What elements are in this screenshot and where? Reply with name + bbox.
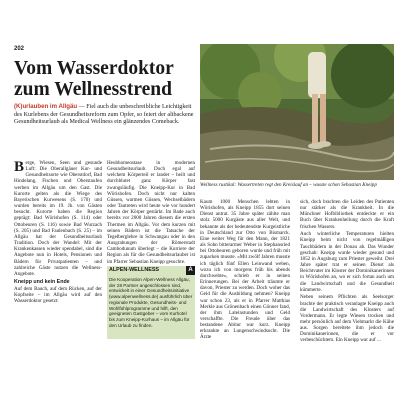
dropcap: B <box>14 159 25 175</box>
col4-paragraph-3: Neben seinem Pflichten als Seelsorger brachte der praktisch veranlagte Kneipp auch die Landwirtschaft des Klosters auf Vordermann. Er legte Wiesen trocken und mehr persönlich auf dem Viehmarkt die Kühe aus. Sorgen bereitete ihm jedoch die Dominikanerinnen, die er vor verbeschüchtem. Ein Kneipp war auf ... <box>300 294 394 344</box>
col4-paragraph-1: sich, doch brachten die Leiden des Patienten nur stärker als die Krankheit. In die Münchner Hofbibliothek entdeckte er ein Buch über Krankenheilung durch die Kraft frischen Wassers. <box>300 199 394 230</box>
col1-text: erge, Wiesen, Seen und gesunde Luft: Die Oberallgäuer Kur- und Gesundheitsorte wie Oberstdorf, Bad Hindelang, Fischen und Oberstaufen werben im Allgäu um den Gast. Die Kurorte gelten als die Wiege des Bayerischen Kurwesens (S. 170) und wurden bereits im 19. Jh. von Gästen besucht. Kurorte haben die Region geprägt: Bad Wörishofen (S. 114) oder Ottobeuren (S. 116) sowie Bad Wurzach (S. 205) und Bad Faulenbach (S. 25) – im Allgäu hat der Gesundheitsurlaub Tradition. Doch der Wandel: Mit der Krankenkassen wieder spendabel, sind die Angebote nun in Hotels, Pensionen und Bädern für Privatpatienten – und zahlreiche Gäste nutzen die Wellness-Angebote. <box>14 160 102 277</box>
lead-text: — Fiel auch die unbeschreibliche Leichtigkeit des Kurlebens der Gesundheitsreform zum Opfer, so feiert der altbackene Gesundheitsurlaub als Medical Wellness ein glänzendes Comeback. <box>14 104 194 126</box>
stream-photo-illustration <box>200 44 394 180</box>
col2-paragraph: Heubhomeostase in modernen Gesundheitsurlaub. Doch egal auf welchem Körperteil er landet – heilt und durchblutet ganz Körper fast zwangsläufig. Die Kneipp-Kur in Bad Wörishofen. Doch nicht nur kalten Güssen, warmen Güssen, Wechselbädern oder Tautreten wird heute wie vor hundert Jahren der Körper gestärkt. Im Bade auch bereits vor 2000 Jahren diesem die ersten Thermen im Allgäu. Vor dem kurzen mit seinen Bädern ist die Tatsache der Tegelberglehre in Schwangau oder in den Ausgrabungen der Römerstadt Cambodunum überlegt – die Kurriere der Region als für die Gesundheitsurlauber ist im Pfarrer Sebastian Kneipp gesuchte. <box>107 160 195 265</box>
info-box-text: Die Kooperation Alpen-Wellness Allgäu, der 28 Partner angeschlossen sind, entwickelt in einer Gesundheitsinitiative (www.alpenwellness.de) ausführlich über regionale Produkte, Gesundheits- und Wohlfühlprogramme und hilft, den geeigneten Gastgeber – vom Kurhotel bis zum Kneipp-Kurhaus – im Allgäu für den Urlaub zu finden. <box>109 277 193 328</box>
text-column-1 <box>14 160 102 306</box>
col1-paragraph <box>14 160 102 277</box>
col4-paragraph-2: Auch winterliche Temperaturen hielten Kneipp beim nicht von regelmäßigen Tauchbädern in der Donau ab. Das Wunder geschah: Kneipp wurde wieder gesund und 1852 in Augsburg zum Priester geweiht. Drei Jahre später trat er seinen Dienst als Beichtvater im Kloster der Dominikanerinnen in Wörishofen an, wo er sich fortan auch um die Landwirtschaft und die Gesundheit kümmerte. <box>300 231 394 293</box>
article-title: Vom Wasserdoktor zum Wellnesstrend <box>14 58 174 100</box>
photo-caption: Wellness rustikal: Wassertreten regt den Kreislauf an – wusste schon Sebastian Kneipp <box>200 182 377 188</box>
text-column-2 <box>107 160 195 266</box>
text-column-4 <box>300 199 394 345</box>
info-box-title: ALPEN-WELLNESS <box>109 267 160 273</box>
info-box <box>107 266 195 339</box>
text-column-3 <box>200 199 290 342</box>
col3-paragraph: Kaum 1000 Menschen lebten in Wörishofen, als Kneipp 1855 dort seinen Dienst antrat. 35 Jahre später zählte man stolz 5000 Kurgäste aus aller Welt, und bekannte als der bedeutendste Kurgeistliche in Deutschland zur Otto von Bismarck. Eine weiter Weg für den Mann, der 1821 als Sohn bitterarmer Weber in Stephansried bei Ottobeuren geboren wurde und früh mit zupacken musste. »Mit zwölf Jahren musste ich täglich fünf Ellen Leinwand weben, wozu ich von morgens früh bis abends durchwebte«, schrieb er in seinen Erinnerungen. Bei der Arbeit träumte er davon, Priester zu werden. Doch woher das Geld für die Ausbildung nehmen? Kneipp war schon 23, als er in Pfarrer Matthias Merkle aus Grönenbach einen Gönner fand, der ihm Lateinstunden und Geld verschaffte. Die Freude über das bestandene Abitur war kurz. Kneipp erkrankte an Lungenschwindsucht. Die Ärzte <box>200 199 290 341</box>
col1-paragraph-2: Auf dem Bauch, auf dem Rücken, auf der Kopfseite – im Allgäu wird auf den Wasserdoktor gesetzt: <box>14 285 102 304</box>
info-box-badge: A <box>186 266 195 275</box>
subheading: Kneipp und kein Ende <box>14 278 70 285</box>
page-number: 202 <box>14 46 25 52</box>
article-photo <box>200 44 394 180</box>
lead-kicker: (K)urlauben im Allgäu <box>14 103 78 110</box>
article-lead <box>14 103 194 127</box>
